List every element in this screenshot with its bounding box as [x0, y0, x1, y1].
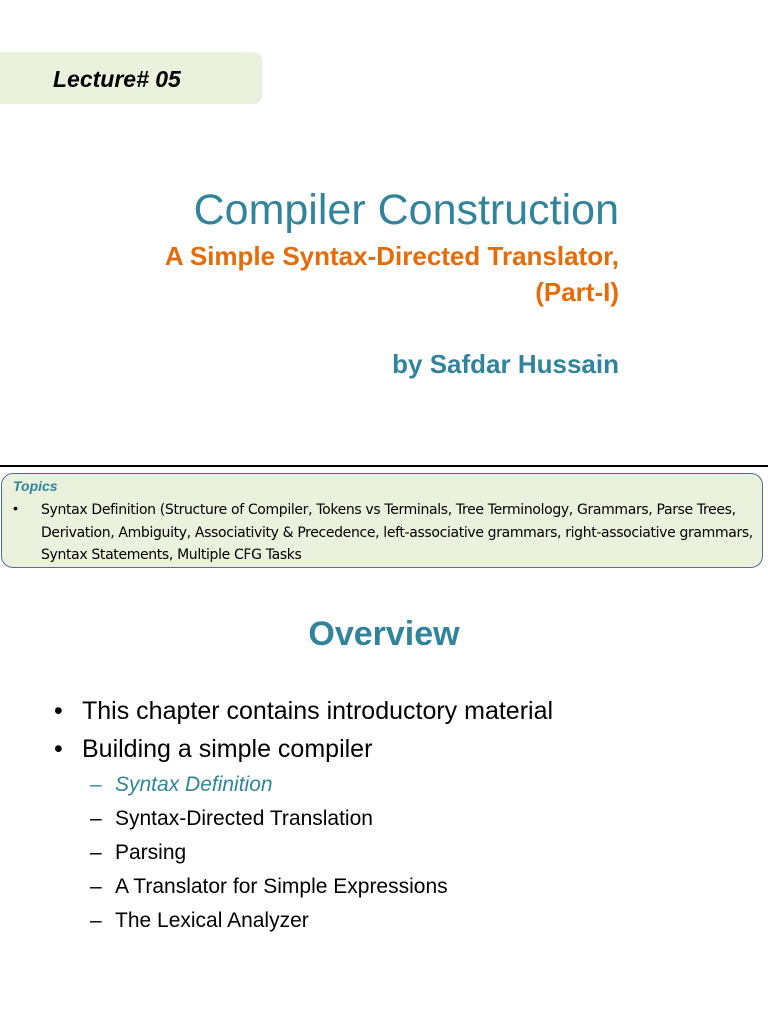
- author: by Safdar Hussain: [392, 349, 619, 379]
- sub-item-parsing: [54, 836, 553, 870]
- subtitle-line-1: A Simple Syntax-Directed Translator,: [164, 241, 619, 271]
- sub-dash: –: [90, 807, 102, 830]
- section-divider: [0, 465, 768, 467]
- lecture-label: Lecture# 05: [53, 66, 181, 92]
- sub-dash: –: [90, 909, 102, 932]
- sub-item-text: Syntax-Directed Translation: [115, 807, 373, 830]
- sub-list: [54, 768, 553, 938]
- topics-bullet: •: [13, 500, 18, 516]
- title-block: [165, 182, 619, 382]
- sub-item-lexical-analyzer: [54, 904, 553, 938]
- overview-bullets: [54, 692, 553, 938]
- sub-item-syntax-directed-translation: [54, 802, 553, 836]
- sub-item-text: Syntax Definition: [115, 773, 273, 796]
- sub-dash: –: [90, 773, 102, 796]
- bullet-dot: •: [54, 735, 63, 763]
- bullet-item: [54, 692, 553, 730]
- overview-heading: Overview: [308, 615, 460, 653]
- bullet-text: Building a simple compiler: [82, 735, 373, 763]
- topics-label: Topics: [13, 478, 58, 494]
- bullet-item: [54, 730, 553, 768]
- sub-item-syntax-definition: [54, 768, 553, 802]
- topics-box: [1, 473, 763, 568]
- sub-item-text: A Translator for Simple Expressions: [115, 875, 448, 898]
- main-title: Compiler Construction: [193, 186, 619, 234]
- sub-item-text: Parsing: [115, 841, 187, 864]
- sub-item-text: The Lexical Analyzer: [115, 909, 309, 932]
- sub-dash: –: [90, 875, 102, 898]
- bullet-dot: •: [54, 697, 63, 725]
- sub-item-translator: [54, 870, 553, 904]
- sub-list-container: [54, 768, 553, 938]
- topics-text: Syntax Definition (Structure of Compiler, Tokens vs Terminals, Tree Terminology, Grammars, Parse Trees, Derivation, Ambiguity, Associativity & Precedence, left-associative grammars, right-associative grammars, Syntax Statements, Multiple CFG Tasks: [41, 502, 753, 563]
- bullet-text: This chapter contains introductory material: [82, 697, 554, 725]
- subtitle-line-2: (Part-I): [535, 277, 619, 307]
- sub-dash: –: [90, 841, 102, 864]
